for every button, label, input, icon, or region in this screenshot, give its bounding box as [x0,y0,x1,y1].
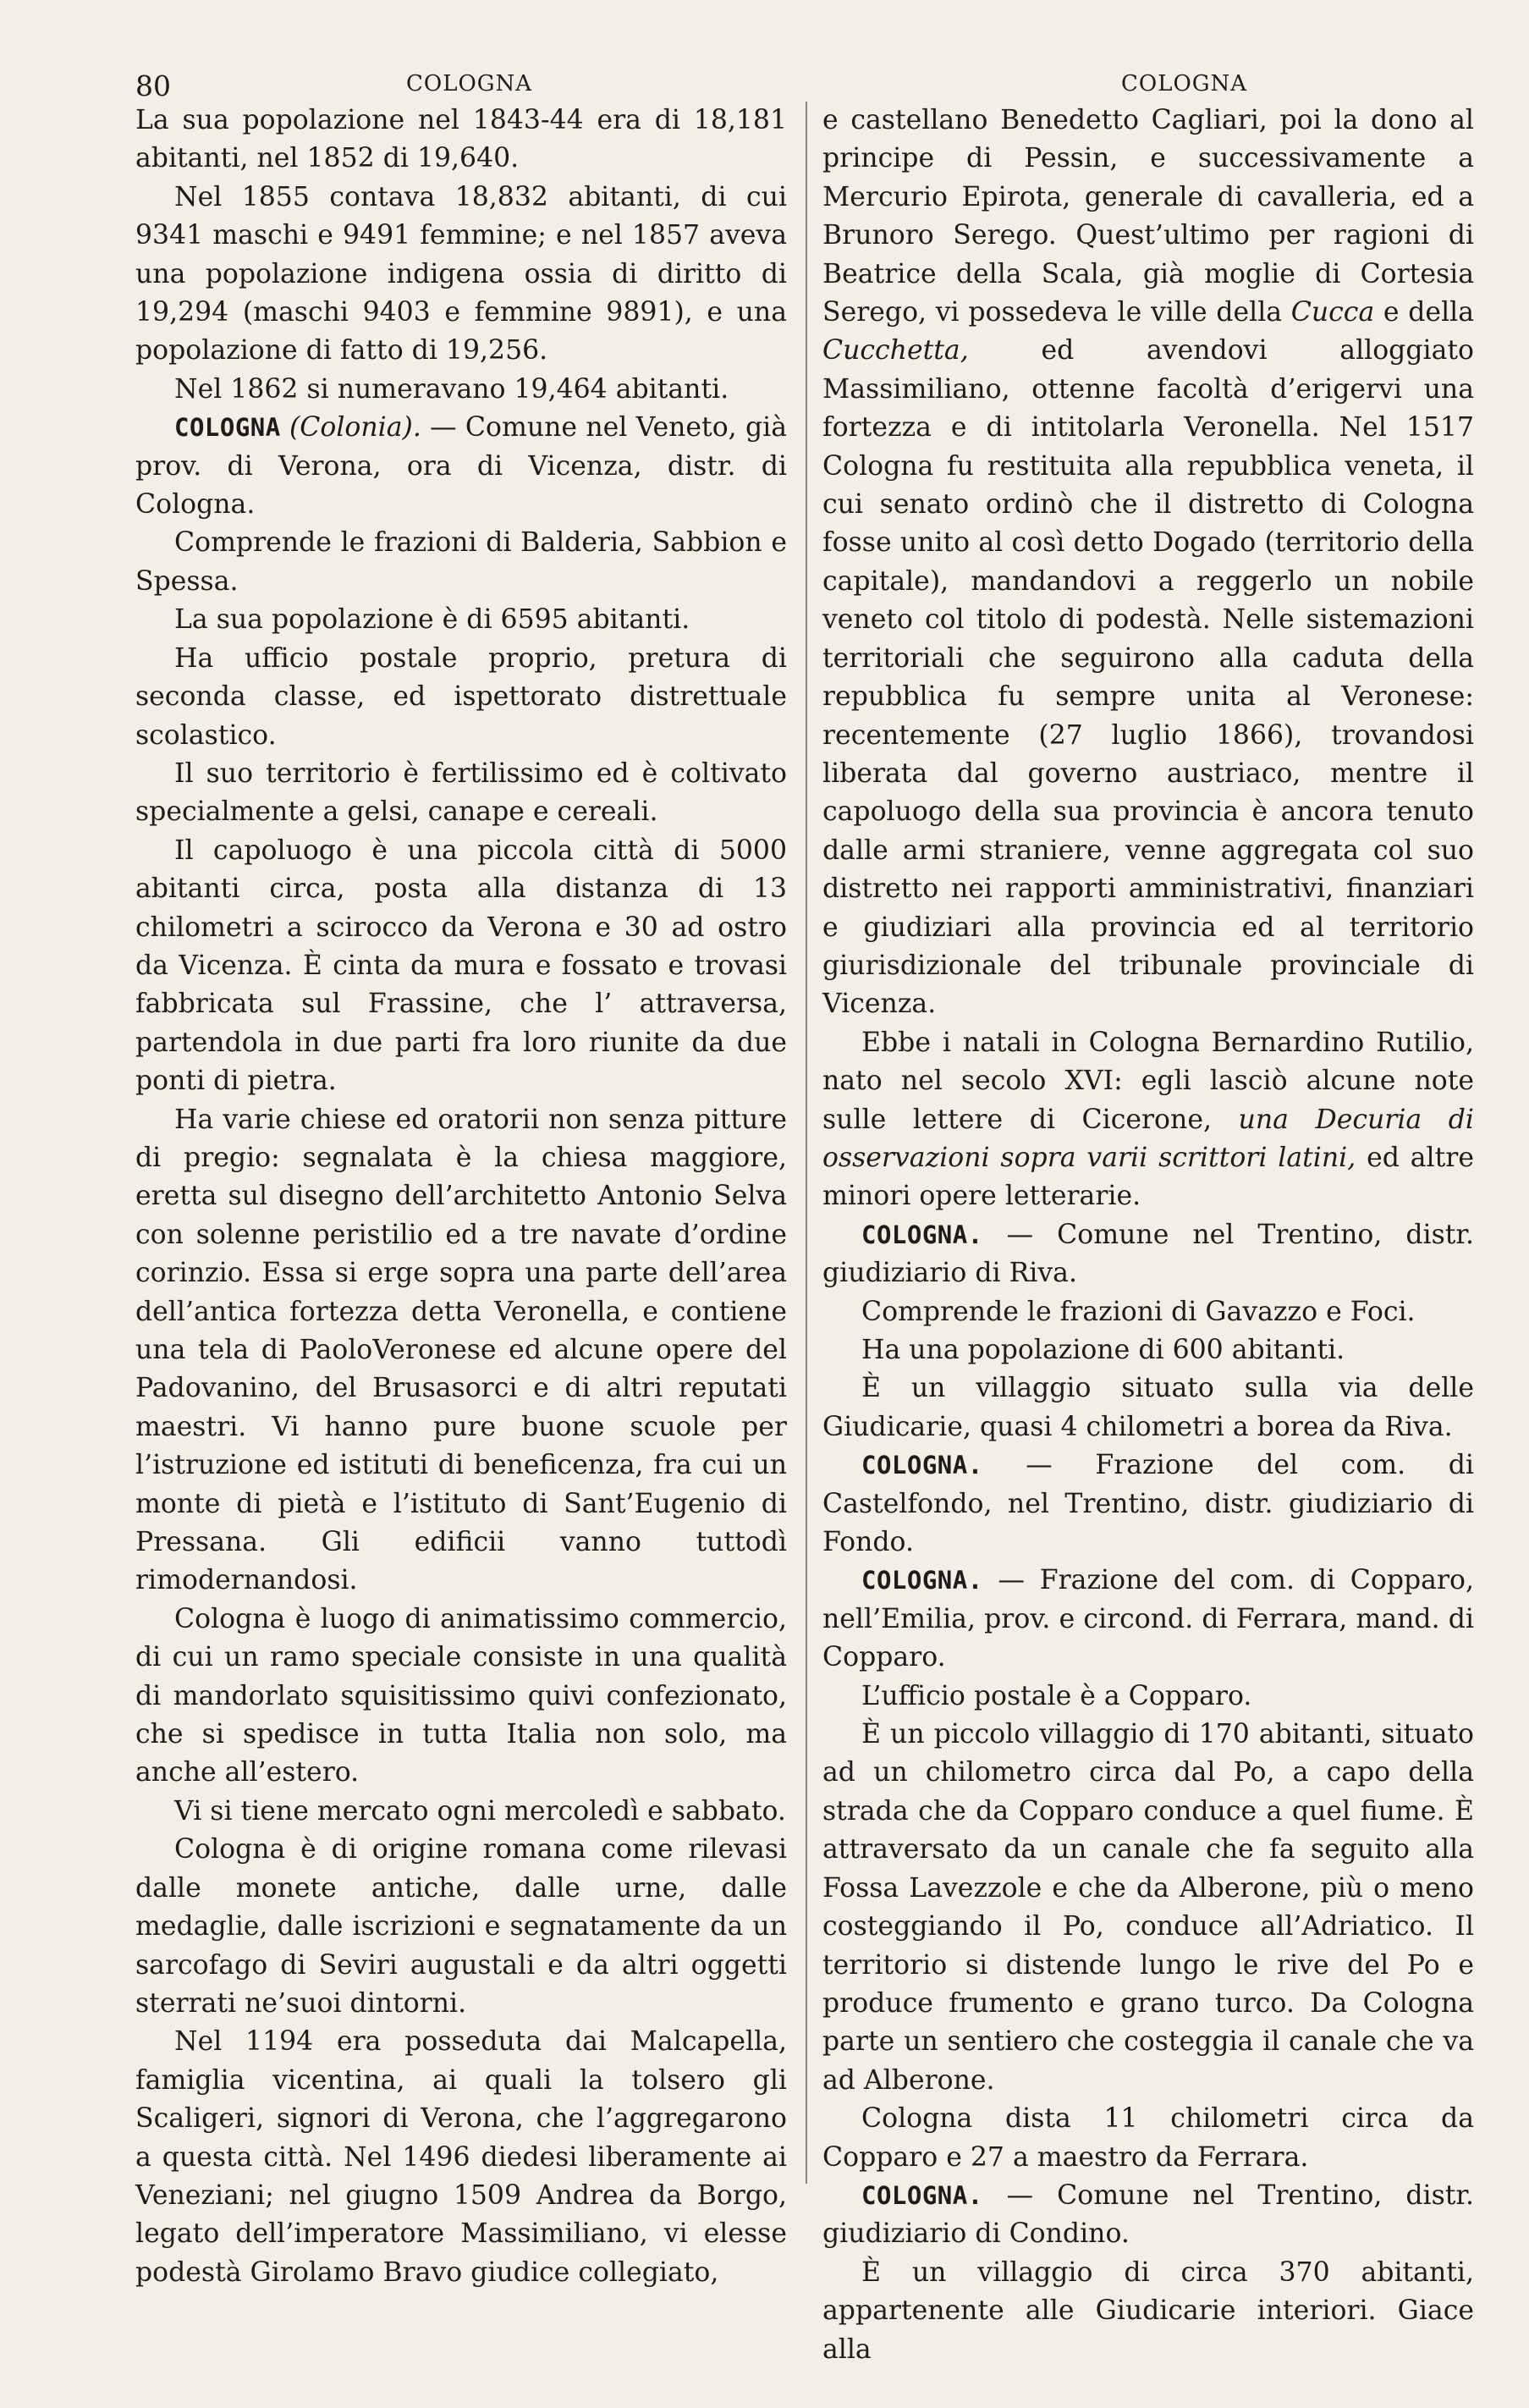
entry-headword: COLOGNA [174,413,281,443]
paragraph: Il suo territorio è fertilissimo ed è coltivato specialmente a gelsi, canape e cereali. [135,758,787,828]
paragraph: La sua popolazione è di 6595 abitanti. [174,604,690,636]
text-run: e castellano Benedetto Cagliari, poi la dono al principe di Pessin, e successivamente a Mercurio Epirota, generale di cavalleria, ed a Brunoro Serego. Quest’ultimo per ragioni di Beatrice della Scala, già moglie di Cortesia Serego, vi possedeva le ville della [822,105,1474,328]
entry-headword: COLOGNA. [861,1566,983,1595]
entry-text: — Comune nel Veneto, già prov. di Verona, ora di Vicenza, distr. di Cologna. [135,412,787,521]
paragraph-continued [822,102,1474,1024]
entry-text: — Frazione del com. di Copparo, nell’Emilia, prov. e circond. di Ferrara, mand. di Copparo. [822,1565,1474,1673]
page-number: 80 [135,69,171,102]
italic-work-title: una Decuria di osservazioni sopra varii scrittori latini, [822,1104,1474,1173]
text-run: e della [1374,297,1475,328]
text-run: ed avendovi alloggiato Massimiliano, ottenne facoltà d’erigervi una fortezza e di intitolarla Veronella. Nel 1517 Cologna fu restituita alla repubblica veneta, il cui senato ordinò che il distretto di Cologna fosse unito al così detto Dogado (territorio della capitale), mandandovi a reggerlo un nobile veneto col titolo di podestà. Nelle sistemazioni territoriali che seguirono alla caduta della repubblica fu sempre unita al Veronese: recentemente (27 luglio 1866), trovandosi liberata dal governo austriaco, mentre il capoluogo della sua provincia è ancora tenuto dalle armi straniere, venne aggregata col suo distretto nei rapporti amministrativi, finanziari e giudiziari alla provincia ed al territorio giurisdizionale del tribunale provinciale di Vicenza. [822,335,1474,1020]
running-head-right: COLOGNA [1121,71,1248,96]
paragraph: Nel 1194 era posseduta dai Malcapella, famiglia vicentina, ai quali la tolsero gli Scaligeri, signori di Verona, che l’aggregarono a questa città. Nel 1496 diedesi liberamente ai Veneziani; nel giugno 1509 Andrea da Borgo, legato dell’imperatore Massimiliano, vi elesse podestà Girolamo Bravo giudice collegiato, [135,2026,787,2288]
paragraph: Nel 1855 contava 18,832 abitanti, di cui 9341 maschi e 9491 femmine; e nel 1857 aveva una popolazione indigena ossia di diritto di 19,294 (maschi 9403 e femmine 9891), e una popolazione di fatto di 19,256. [135,181,787,366]
entry-cologna-copparo [822,1562,1474,1677]
running-head-left: COLOGNA [406,71,533,96]
italic-place-name: Cucchetta, [822,335,969,366]
column-rule [806,102,807,2184]
left-column [135,102,787,2292]
entry-cologna-condino [822,2177,1474,2254]
paragraph: Il capoluogo è una piccola città di 5000 abitanti circa, posta alla distanza di 13 chilometri a scirocco da Verona e 30 ad ostro da Vicenza. È cinta da mura e fossato e trovasi fabbricata sul Frassine, che l’ attraversa, partendola in due parti fra loro riunite da due ponti di pietra. [135,835,787,1097]
entry-text: — Comune nel Trentino, distr. giudiziario di Riva. [822,1219,1474,1289]
italic-place-name: Cucca [1290,297,1375,328]
paragraph [822,1024,1474,1216]
paragraph: Vi si tiene mercato ogni mercoledì e sabbato. [174,1795,786,1827]
text-run: ed altre minori opere letterarie. [822,1142,1474,1212]
right-column [822,102,1474,2369]
paragraph: Cologna è luogo di animatissimo commercio, di cui un ramo speciale consiste in una qualità di mandorlato squisitissimo quivi confezionato, che si spedisce in tutta Italia non solo, ma anche all’estero. [135,1603,787,1788]
entry-headword: COLOGNA. [861,1451,983,1480]
paragraph: È un villaggio di circa 370 abitanti, appartenente alle Giudicarie interiori. Giace alla [822,2256,1474,2365]
entry-headword: COLOGNA. [861,2180,983,2210]
entry-cologna-castelfondo [822,1446,1474,1562]
paragraph: Cologna dista 11 chilometri circa da Copparo e 27 a maestro da Ferrara. [822,2103,1474,2173]
paragraph: Comprende le frazioni di Balderia, Sabbion e Spessa. [135,527,787,597]
paragraph: È un piccolo villaggio di 170 abitanti, situato ad un chilometro circa dal Po, a capo della strada che da Copparo conduce a quel fiume. È attraversato da un canale che fa seguito alla Fossa Lavezzole e che da Alberone, più o meno costeggiando il Po, conduce all’Adriatico. Il territorio si distende lungo le rive del Po e produce frumento e grano turco. Da Cologna parte un sentiero che costeggia il canale che va ad Alberone. [822,1719,1474,2096]
entry-headword: COLOGNA. [861,1220,983,1249]
paragraph: Ha una popolazione di 600 abitanti. [861,1335,1345,1365]
entry-cologna-riva [822,1216,1474,1293]
paragraph: Nel 1862 si numeravano 19,464 abitanti. [174,373,729,405]
paragraph: Comprende le frazioni di Gavazzo e Foci. [861,1296,1416,1327]
entry-cologna-veneto [135,409,787,524]
text-run: Ebbe i natali in Cologna Bernardino Rutilio, nato nel secolo XVI: egli lasciò alcune note sulle lettere di Cicerone, [822,1027,1474,1135]
entry-latin-name: (Colonia). [289,412,421,444]
paragraph: Ha ufficio postale proprio, pretura di seconda classe, ed ispettorato distrettuale scolastico. [135,642,787,751]
paragraph: Cologna è di origine romana come rilevasi dalle monete antiche, dalle urne, dalle medaglie, dalle iscrizioni e segnatamente da un sarcofago di Seviri augustali e da altri oggetti sterrati ne’suoi dintorni. [135,1834,787,2019]
entry-text: — Comune nel Trentino, distr. giudiziario di Condino. [822,2179,1474,2250]
entry-text: — Frazione del com. di Castelfondo, nel Trentino, distr. giudiziario di Fondo. [822,1450,1474,1558]
paragraph: Ha varie chiese ed oratorii non senza pitture di pregio: segnalata è la chiesa maggiore, eretta sul disegno dell’architetto Antonio Selva con solenne peristilio ed a tre navate d’ordine corinzio. Essa si erge sopra una parte dell’area dell’antica fortezza detta Veronella, e contiene una tela di PaoloVeronese ed alcune opere del Padovanino, del Brusasorci e di altri reputati maestri. Vi hanno pure buone scuole per l’istruzione ed istituti di beneficenza, fra cui un monte di pietà e l’istituto di Sant’Eugenio di Pressana. Gli edificii vanno tuttodì rimodernandosi. [135,1104,787,1596]
paragraph: È un villaggio situato sulla via delle Giudicarie, quasi 4 chilometri a borea da Riva. [822,1373,1474,1442]
paragraph: La sua popolazione nel 1843-44 era di 18,181 abitanti, nel 1852 di 19,640. [135,105,787,174]
paragraph: L’ufficio postale è a Copparo. [861,1680,1252,1711]
